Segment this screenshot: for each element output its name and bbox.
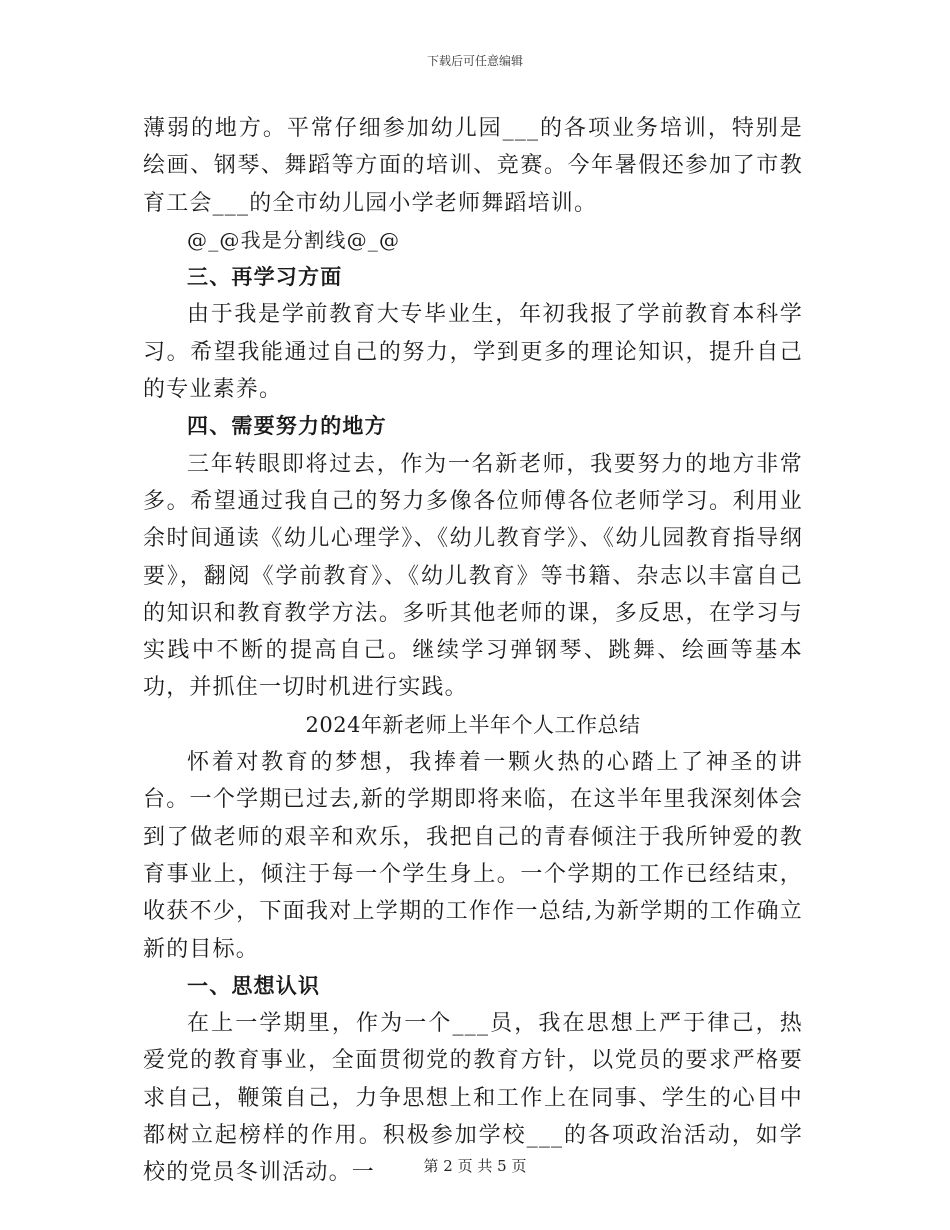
page-header: 下载后可任意编辑: [426, 54, 523, 68]
section-heading-improvement: 四、需要努力的地方: [187, 414, 387, 439]
paragraph-continued: 薄弱的地方。平常仔细参加幼儿园___的各项业务培训，特别是绘画、钢琴、舞蹈等方面的培训、竞赛。今年暑假还参加了市教育工会___的全市幼儿园小学老师舞蹈培训。: [143, 116, 803, 216]
document-body: [143, 110, 803, 1192]
paragraph-intro: 怀着对教育的梦想，我捧着一颗火热的心踏上了神圣的讲台。一个学期已过去,新的学期即将来临，在这半年里我深刻体会到了做老师的艰辛和欢乐，我把自己的青春倾注于我所钟爱的教育事业上，倾注于每一个学生身上。一个学期的工作已经结束，收获不少，下面我对上学期的工作作一总结,为新学期的工作确立新的目标。: [143, 750, 803, 962]
section-heading-relearning: 三、再学习方面: [187, 265, 343, 290]
paragraph-improvement: 三年转眼即将过去，作为一名新老师，我要努力的地方非常多。希望通过我自己的努力多像各位师傅各位老师学习。利用业余时间通读《幼儿心理学》、《幼儿教育学》、《幼儿园教育指导纲要》，翻阅《学前教育》、《幼儿教育》等书籍、杂志以丰富自己的知识和教育教学方法。多听其他老师的课，多反思，在学习与实践中不断的提高自己。继续学习弹钢琴、跳舞、绘画等基本功，并抓住一切时机进行实践。: [143, 451, 803, 701]
paragraph-ideology: 在上一学期里，作为一个___员，我在思想上严于律己，热爱党的教育事业，全面贯彻党的教育方针，以党员的要求严格要求自己，鞭策自己，力争思想上和工作上在同事、学生的心目中都树立起榜样的作用。积极参加学校___的各项政治活动，如学校的党员冬训活动。一: [143, 1011, 803, 1186]
section-heading-ideology: 一、思想认识: [187, 973, 321, 998]
page-footer: 第 2 页 共 5 页: [423, 1157, 527, 1175]
paragraph-relearning: 由于我是学前教育大专毕业生，年初我报了学前教育本科学习。希望我能通过自己的努力，学到更多的理论知识，提升自己的专业素养。: [143, 302, 803, 403]
document-title: 2024年新老师上半年个人工作总结: [305, 712, 641, 737]
divider-text: @_@我是分割线@_@: [187, 227, 401, 252]
